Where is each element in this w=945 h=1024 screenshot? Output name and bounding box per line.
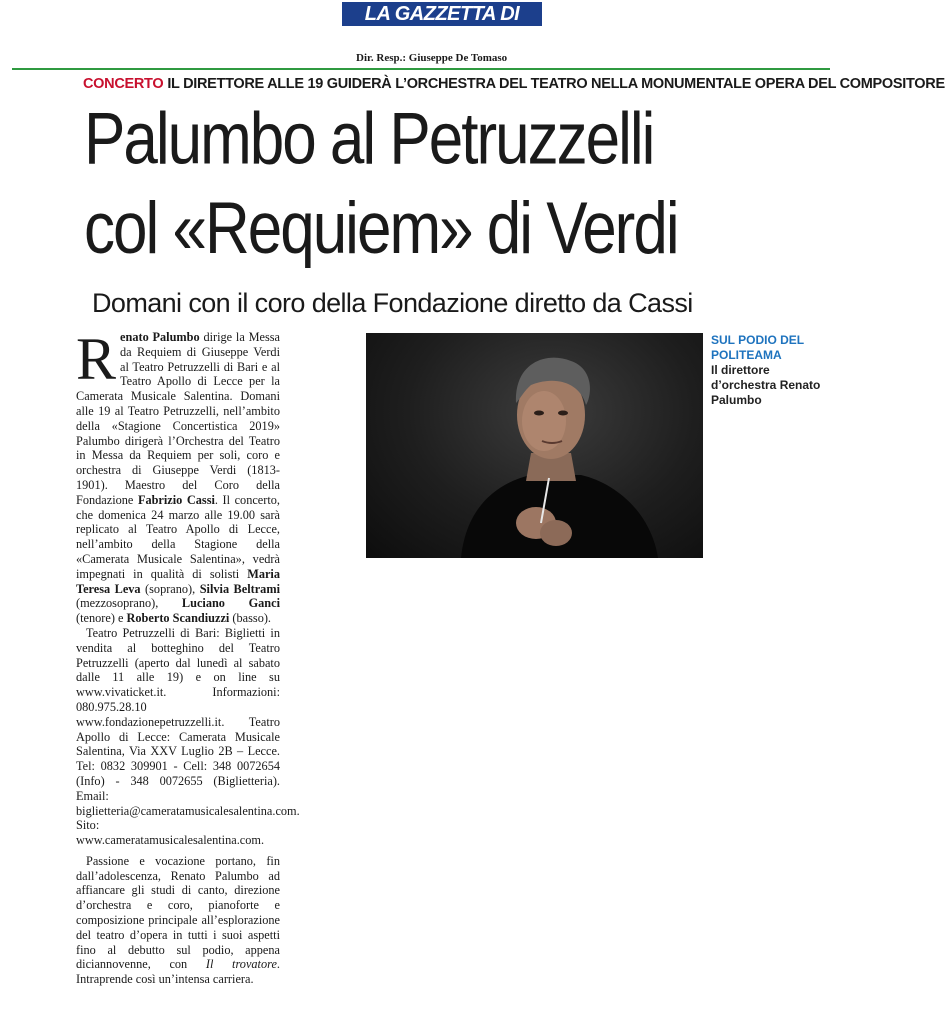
article-body <box>76 326 300 987</box>
masthead-logo: LA GAZZETTA DI BARI <box>342 2 542 26</box>
text-run: Passione e vocazione portano, fin dall’adolescenza, Renato Palumbo ad affiancare gli studi di canto, direzione d’orchestra e coro, pianoforte e composizione principale all’esplorazione del teatro d’opera in tutti i suoi aspetti fino al debutto sul podio, appena diciannovenne, con <box>76 853 280 972</box>
director-line: Dir. Resp.: Giuseppe De Tomaso <box>356 52 508 64</box>
headline <box>84 95 804 274</box>
caption-text: Il direttore d’orchestra Renato Palumbo <box>711 363 821 407</box>
drop-cap: R <box>76 326 117 392</box>
text-run: dirige la Messa da Requiem di Giuseppe Verdi al Teatro Petruzzelli di Bari e al Teatro Apollo di Lecce per la Camerata Musicale Salentina. Domani alle 19 al Teatro Petruzzelli, nell’ambito della «Stagione Concertistica 2019» Palumbo dirigerà l’Orchestra del Teatro in Messa da Requiem per soli, coro e orchestra di Giuseppe Verdi (1813-1901). Maestro del Coro della Fondazione <box>76 330 280 507</box>
article-paragraph-2: Teatro Petruzzelli di Bari: Biglietti in vendita al botteghino del Teatro Petruzzelli (aperto dal lunedì al sabato dalle 11 alle 19) e on line su www.vivaticket.it. Informazioni: 080.975.28.10 www.fondazionepetruzzelli.it. Teatro Apollo di Lecce: Camerata Musicale Salentina, Via XXV Luglio 2B – Lecce. Tel: 0832 309901 - Cell: 348 0072654 (Info) - 348 0072655 (Biglietteria). Email: biglietteria@cameratamusicalesalentina.com. Sito: www.cameratamusicalesalentina.com. <box>76 625 300 848</box>
kicker <box>83 76 945 92</box>
header-rule <box>12 68 830 70</box>
article-paragraph-1 <box>76 326 280 626</box>
kicker-tag: CONCERTO <box>83 76 164 92</box>
text-run: . Il concerto, che domenica 24 marzo alle 19.00 sarà replicato al Teatro Apollo di Lecce, nell’ambito della Stagione della «Camerata Musicale Salentina», vedrà impegnati in qualità di solisti <box>76 492 280 581</box>
text-run: (tenore) e <box>76 611 127 626</box>
opera-title: Il trovatore <box>205 957 277 972</box>
person-name: Silvia Beltrami <box>199 581 280 596</box>
person-name: Luciano Ganci <box>181 596 280 611</box>
headline-line-1: Palumbo al Petruzzelli <box>84 98 654 180</box>
caption-title: SUL PODIO DEL POLITEAMA <box>711 333 804 362</box>
headline-line-2: col «Requiem» di Verdi <box>84 188 678 270</box>
conductor-photo <box>366 333 703 558</box>
text-run: . Intraprende così un’intensa carriera. <box>76 957 280 987</box>
kicker-text: IL DIRETTORE ALLE 19 GUIDERÀ L’ORCHESTRA DEL TEATRO NELLA MONUMENTALE OPERA DEL COMPOSITORE <box>167 76 945 92</box>
conductor-portrait-icon <box>366 333 703 558</box>
person-name: Maria Teresa Leva <box>76 566 280 596</box>
text-run: (basso). <box>229 611 272 626</box>
article-paragraph-3 <box>76 854 280 987</box>
person-name: enato Palumbo <box>120 330 200 344</box>
text-run: (mezzosoprano), <box>76 596 182 611</box>
person-name: Roberto Scandiuzzi <box>126 611 230 626</box>
text-run: (soprano), <box>140 581 200 596</box>
person-name: Fabrizio Cassi <box>137 492 215 507</box>
subheadline: Domani con il coro della Fondazione diretto da Cassi <box>92 288 693 318</box>
photo-caption <box>711 333 821 408</box>
